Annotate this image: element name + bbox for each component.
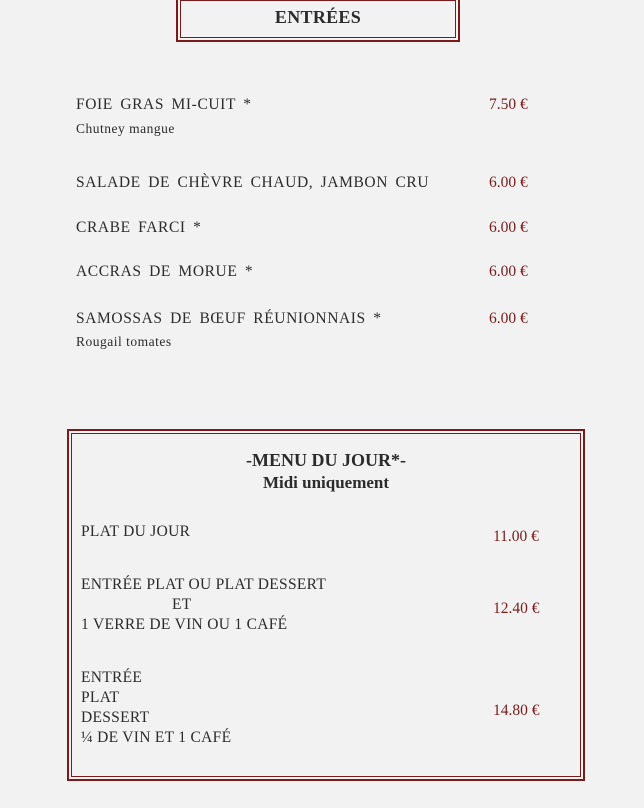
- entrees-header-box: [176, 0, 460, 42]
- formula-line: ENTRÉE PLAT OU PLAT DESSERT: [81, 576, 327, 593]
- entree-name: SALADE DE CHÈVRE CHAUD, JAMBON CRU: [76, 174, 430, 191]
- formula-line: ENTRÉE: [81, 669, 143, 686]
- formula-line: ¼ DE VIN ET 1 CAFÉ: [81, 729, 232, 746]
- formula-price: 11.00 €: [493, 528, 539, 545]
- entree-name: CRABE FARCI *: [76, 219, 202, 236]
- formula-line: PLAT DU JOUR: [81, 523, 191, 540]
- entree-price: 6.00 €: [489, 219, 528, 236]
- entree-price: 6.00 €: [489, 263, 528, 280]
- menu-title: -MENU DU JOUR*-: [246, 450, 406, 470]
- entree-price: 6.00 €: [489, 310, 528, 327]
- entree-description: Rougail tomates: [76, 334, 172, 349]
- entree-price: 6.00 €: [489, 174, 528, 191]
- formula-line: PLAT: [81, 689, 120, 706]
- formula-price: 14.80 €: [493, 702, 540, 719]
- entree-name: SAMOSSAS DE BŒUF RÉUNIONNAIS *: [76, 310, 382, 327]
- entree-price: 7.50 €: [489, 96, 528, 113]
- formula-price: 12.40 €: [493, 600, 540, 617]
- formula-line: ET: [172, 596, 192, 613]
- formula-line: 1 VERRE DE VIN OU 1 CAFÉ: [81, 616, 288, 633]
- formula-line: DESSERT: [81, 709, 150, 726]
- entree-description: Chutney mangue: [76, 121, 175, 136]
- section-title: ENTRÉES: [274, 7, 362, 27]
- entree-name: ACCRAS DE MORUE *: [76, 263, 254, 280]
- menu-subtitle: Midi uniquement: [262, 473, 390, 492]
- menu-du-jour-box: [67, 429, 585, 781]
- menu-inner-border: [71, 433, 581, 777]
- entree-name: FOIE GRAS MI-CUIT *: [76, 96, 252, 113]
